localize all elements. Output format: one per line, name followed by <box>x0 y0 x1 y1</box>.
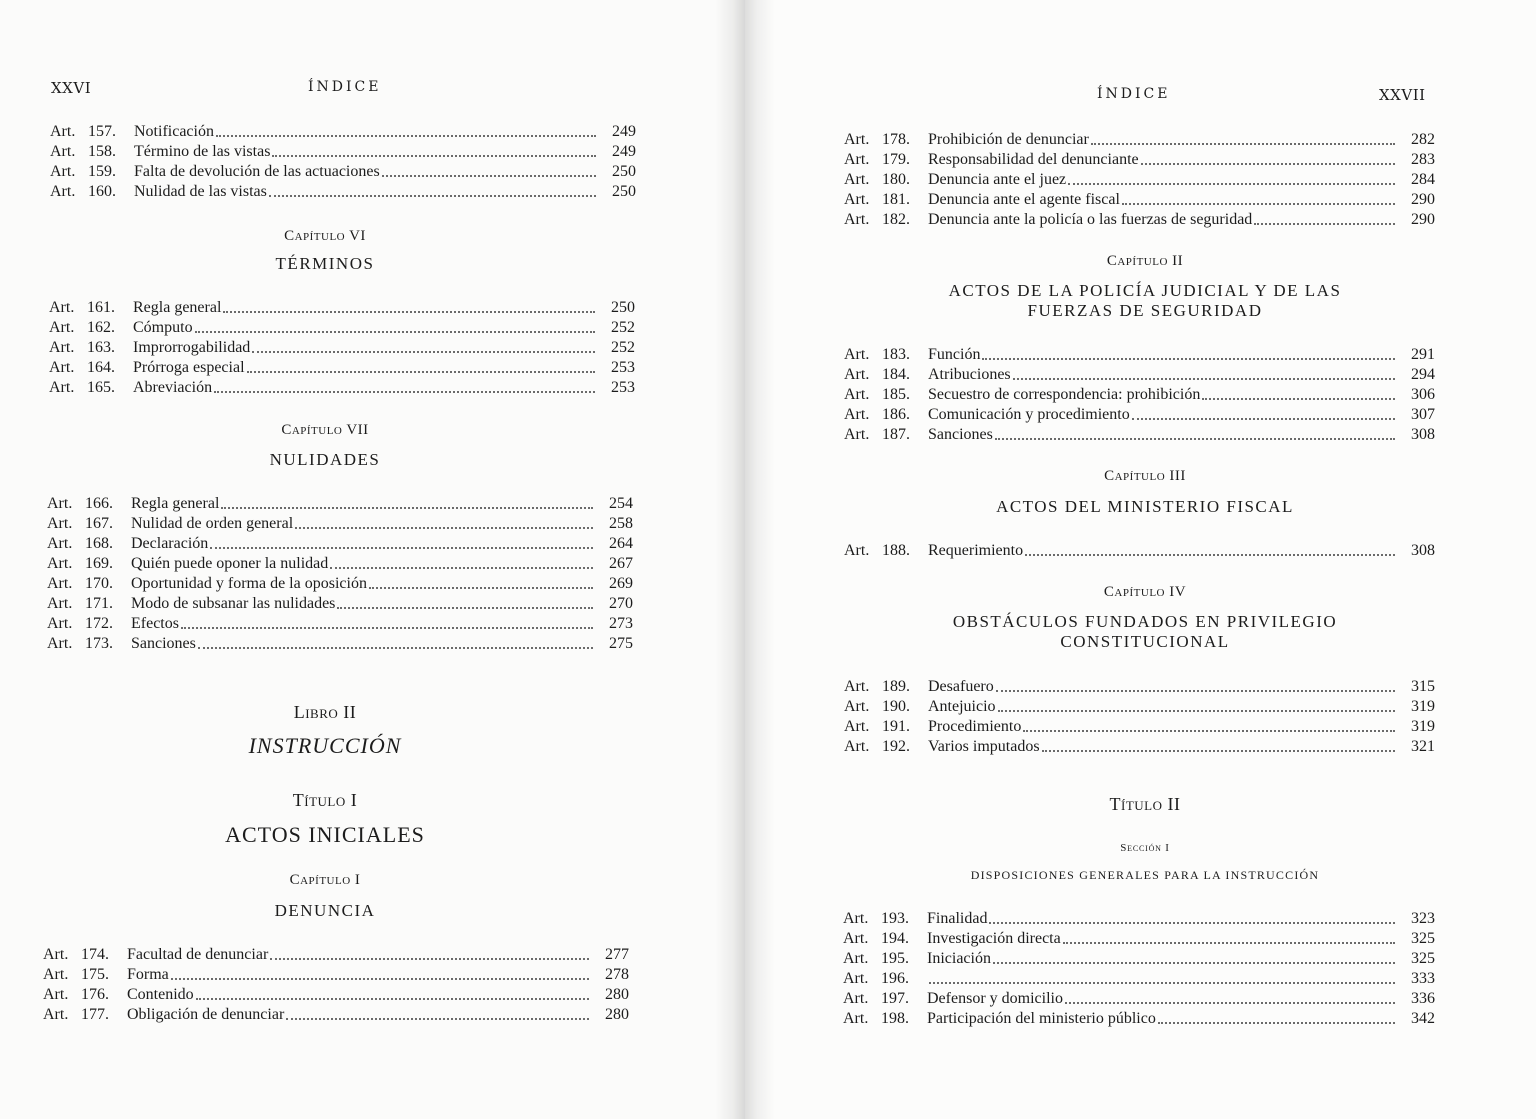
dot-leader <box>1202 394 1395 400</box>
entry-page-number: 282 <box>1411 131 1435 148</box>
toc-entry <box>844 425 1435 445</box>
dot-leader <box>1068 179 1395 185</box>
art-label: Art. <box>47 495 73 512</box>
entry-title: Falta de devolución de las actuaciones <box>134 163 380 180</box>
dot-leader <box>1065 998 1395 1004</box>
article-number: 172. <box>85 615 113 632</box>
chapter-label: Capítulo IV <box>1103 584 1187 600</box>
entry-page-number: 290 <box>1411 191 1435 208</box>
running-header: ÍNDICE <box>1097 86 1171 102</box>
article-number: 168. <box>85 535 113 552</box>
book-label: Libro II <box>293 702 357 722</box>
dot-leader <box>996 686 1395 692</box>
entry-page-number: 249 <box>612 143 636 160</box>
article-number: 186. <box>882 406 910 423</box>
entry-title: Nulidad de las vistas <box>134 183 267 200</box>
entry-title: Función <box>928 346 981 363</box>
dot-leader <box>214 387 595 393</box>
toc-entry <box>49 378 635 398</box>
entry-page-number: 283 <box>1411 151 1435 168</box>
dot-leader <box>247 367 595 373</box>
entry-page-number: 290 <box>1411 211 1435 228</box>
entry-page-number: 258 <box>609 515 633 532</box>
art-label: Art. <box>843 990 869 1007</box>
art-label: Art. <box>49 319 75 336</box>
entry-title: Sanciones <box>131 635 196 652</box>
entry-title: Declaración <box>131 535 209 552</box>
dot-leader <box>171 974 589 980</box>
article-number: 170. <box>85 575 113 592</box>
entry-title: Oportunidad y forma de la oposición <box>131 575 367 592</box>
entry-title: Denuncia ante el agente fiscal <box>928 191 1120 208</box>
toc-entry <box>47 514 633 534</box>
gutter-shadow <box>715 0 745 1119</box>
entry-title: Sanciones <box>928 426 993 443</box>
art-label: Art. <box>844 386 870 403</box>
toc-entry <box>43 1005 629 1025</box>
toc-entry <box>49 338 635 358</box>
art-label: Art. <box>47 535 73 552</box>
entry-page-number: 308 <box>1411 426 1435 443</box>
chapter-title: TÉRMINOS <box>275 254 375 273</box>
toc-entry <box>844 541 1435 561</box>
entry-page-number: 254 <box>609 495 633 512</box>
chapter-title-line: CONSTITUCIONAL <box>1060 632 1230 651</box>
toc-entry <box>49 358 635 378</box>
gutter-shadow <box>745 0 775 1119</box>
chapter-title: NULIDADES <box>269 450 381 469</box>
art-label: Art. <box>843 1010 869 1027</box>
toc-entry <box>843 969 1435 989</box>
entry-page-number: 275 <box>609 635 633 652</box>
art-label: Art. <box>844 718 870 735</box>
toc-entry <box>844 170 1435 190</box>
article-number: 180. <box>882 171 910 188</box>
entry-page-number: 252 <box>611 339 635 356</box>
dot-leader <box>196 994 589 1000</box>
dot-leader <box>286 1014 589 1020</box>
entry-group-2 <box>844 345 1435 445</box>
entry-group-2 <box>49 298 635 398</box>
entry-title: Regla general <box>133 299 222 316</box>
toc-entry <box>843 929 1435 949</box>
entry-title: Improrrogabilidad <box>133 339 251 356</box>
chapter-title <box>885 612 1405 652</box>
toc-entry <box>43 965 629 985</box>
entry-page-number: 277 <box>605 946 629 963</box>
dot-leader <box>998 706 1395 712</box>
dot-leader <box>1025 550 1395 556</box>
art-label: Art. <box>843 910 869 927</box>
entry-title: Notificación <box>134 123 214 140</box>
art-label: Art. <box>844 131 870 148</box>
dot-leader <box>982 354 1395 360</box>
entry-page-number: 250 <box>612 183 636 200</box>
article-number: 185. <box>882 386 910 403</box>
toc-entry <box>49 298 635 318</box>
entry-group-3 <box>844 541 1435 561</box>
entry-title: Comunicación y procedimiento <box>928 406 1130 423</box>
art-label: Art. <box>844 171 870 188</box>
article-number: 196. <box>881 970 909 987</box>
dot-leader <box>1023 726 1395 732</box>
article-number: 163. <box>87 339 115 356</box>
dot-leader <box>272 151 596 157</box>
dot-leader <box>198 643 593 649</box>
dot-leader <box>181 623 593 629</box>
entry-page-number: 273 <box>609 615 633 632</box>
entry-group-5 <box>843 909 1435 1029</box>
toc-entry <box>844 365 1435 385</box>
toc-entry <box>43 985 629 1005</box>
toc-entry <box>843 1009 1435 1029</box>
article-number: 169. <box>85 555 113 572</box>
entry-page-number: 319 <box>1411 698 1435 715</box>
toc-entry <box>844 345 1435 365</box>
art-label: Art. <box>49 299 75 316</box>
toc-entry <box>844 210 1435 230</box>
entry-page-number: 321 <box>1411 738 1435 755</box>
toc-entry <box>844 190 1435 210</box>
entry-title: Desafuero <box>928 678 994 695</box>
entry-page-number: 325 <box>1411 950 1435 967</box>
toc-entry <box>844 150 1435 170</box>
art-label: Art. <box>43 966 69 983</box>
entry-page-number: 325 <box>1411 930 1435 947</box>
entry-page-number: 291 <box>1411 346 1435 363</box>
entry-title: Prórroga especial <box>133 359 245 376</box>
chapter-title-line: FUERZAS DE SEGURIDAD <box>1027 301 1263 320</box>
title-label: Título I <box>292 790 358 810</box>
toc-entry <box>844 717 1435 737</box>
dot-leader <box>1013 374 1395 380</box>
entry-page-number: 280 <box>605 1006 629 1023</box>
entry-title: Investigación directa <box>927 930 1061 947</box>
toc-entry <box>47 554 633 574</box>
article-number: 178. <box>882 131 910 148</box>
article-number: 162. <box>87 319 115 336</box>
art-label: Art. <box>47 615 73 632</box>
toc-entry <box>844 737 1435 757</box>
article-number: 188. <box>882 542 910 559</box>
entry-title: Finalidad <box>927 910 988 927</box>
entry-page-number: 264 <box>609 535 633 552</box>
art-label: Art. <box>843 930 869 947</box>
art-label: Art. <box>844 191 870 208</box>
toc-entry <box>844 385 1435 405</box>
dot-leader <box>995 434 1395 440</box>
dot-leader <box>989 918 1395 924</box>
dot-leader <box>929 978 1395 984</box>
article-number: 183. <box>882 346 910 363</box>
article-number: 195. <box>881 950 909 967</box>
toc-entry <box>50 162 636 182</box>
art-label: Art. <box>844 346 870 363</box>
art-label: Art. <box>844 426 870 443</box>
chapter-title-line: ACTOS DE LA POLICÍA JUDICIAL Y DE LAS <box>948 281 1342 300</box>
article-number: 181. <box>882 191 910 208</box>
dot-leader <box>1063 938 1395 944</box>
entry-title: Obligación de denunciar <box>127 1006 285 1023</box>
art-label: Art. <box>844 698 870 715</box>
toc-entry <box>47 634 633 654</box>
entry-title: Iniciación <box>927 950 991 967</box>
entry-page-number: 342 <box>1411 1010 1435 1027</box>
entry-page-number: 336 <box>1411 990 1435 1007</box>
entry-page-number: 323 <box>1411 910 1435 927</box>
dot-leader <box>337 603 593 609</box>
entry-page-number: 294 <box>1411 366 1435 383</box>
art-label: Art. <box>843 970 869 987</box>
title-label: Título II <box>1109 794 1181 814</box>
article-number: 174. <box>81 946 109 963</box>
dot-leader <box>1042 746 1395 752</box>
entry-title: Nulidad de orden general <box>131 515 294 532</box>
entry-page-number: 284 <box>1411 171 1435 188</box>
art-label: Art. <box>844 211 870 228</box>
article-number: 164. <box>87 359 115 376</box>
art-label: Art. <box>43 1006 69 1023</box>
section-label: Sección I <box>1120 842 1170 854</box>
entry-page-number: 280 <box>605 986 629 1003</box>
art-label: Art. <box>49 359 75 376</box>
article-number: 193. <box>881 910 909 927</box>
chapter-label: Capítulo II <box>1106 253 1184 269</box>
entry-title: Denuncia ante la policía o las fuerzas de seguridad <box>928 211 1253 228</box>
entry-page-number: 249 <box>612 123 636 140</box>
dot-leader <box>993 958 1395 964</box>
entry-page-number: 315 <box>1411 678 1435 695</box>
toc-entry <box>843 909 1435 929</box>
article-number: 179. <box>882 151 910 168</box>
art-label: Art. <box>844 366 870 383</box>
art-label: Art. <box>47 575 73 592</box>
entry-page-number: 270 <box>609 595 633 612</box>
entry-title: Responsabilidad del denunciante <box>928 151 1139 168</box>
book-title: INSTRUCCIÓN <box>248 733 402 758</box>
article-number: 173. <box>85 635 113 652</box>
article-number: 184. <box>882 366 910 383</box>
entry-title: Modo de subsanar las nulidades <box>131 595 336 612</box>
dot-leader <box>382 171 596 177</box>
article-number: 160. <box>88 183 116 200</box>
chapter-label: Capítulo VI <box>284 228 366 244</box>
article-number: 175. <box>81 966 109 983</box>
title-heading: ACTOS INICIALES <box>225 822 425 847</box>
entry-title: Procedimiento <box>928 718 1022 735</box>
chapter-title: ACTOS DEL MINISTERIO FISCAL <box>996 497 1294 516</box>
entry-title: Denuncia ante el juez <box>928 171 1067 188</box>
art-label: Art. <box>43 946 69 963</box>
article-number: 159. <box>88 163 116 180</box>
art-label: Art. <box>843 950 869 967</box>
dot-leader <box>1132 414 1395 420</box>
entry-title: Efectos <box>131 615 179 632</box>
toc-entry <box>47 614 633 634</box>
article-number: 189. <box>882 678 910 695</box>
art-label: Art. <box>50 123 76 140</box>
toc-entry <box>49 318 635 338</box>
dot-leader <box>210 543 593 549</box>
article-number: 176. <box>81 986 109 1003</box>
entry-title: Atribuciones <box>928 366 1011 383</box>
art-label: Art. <box>50 143 76 160</box>
entry-title: Facultad de denunciar <box>127 946 269 963</box>
entry-title: Antejuicio <box>928 698 996 715</box>
entry-page-number: 278 <box>605 966 629 983</box>
entry-group-3 <box>47 494 633 654</box>
toc-entry <box>43 945 629 965</box>
dot-leader <box>1158 1018 1395 1024</box>
entry-page-number: 333 <box>1411 970 1435 987</box>
art-label: Art. <box>47 515 73 532</box>
entry-page-number: 269 <box>609 575 633 592</box>
entry-title: Término de las vistas <box>134 143 271 160</box>
dot-leader <box>270 954 589 960</box>
art-label: Art. <box>49 379 75 396</box>
toc-entry <box>50 182 636 202</box>
running-header: ÍNDICE <box>308 79 382 95</box>
dot-leader <box>269 191 596 197</box>
article-number: 182. <box>882 211 910 228</box>
dot-leader <box>216 131 596 137</box>
entry-group-1 <box>844 130 1435 230</box>
toc-entry <box>47 594 633 614</box>
entry-page-number: 253 <box>611 379 635 396</box>
entry-title: Forma <box>127 966 169 983</box>
entry-title: Prohibición de denunciar <box>928 131 1089 148</box>
art-label: Art. <box>47 555 73 572</box>
article-number: 161. <box>87 299 115 316</box>
entry-page-number: 307 <box>1411 406 1435 423</box>
dot-leader <box>1141 159 1395 165</box>
chapter-label: Capítulo III <box>1104 468 1186 484</box>
toc-entry <box>47 574 633 594</box>
entry-page-number: 308 <box>1411 542 1435 559</box>
chapter-title: DENUNCIA <box>274 901 376 920</box>
article-number: 191. <box>882 718 910 735</box>
entry-page-number: 306 <box>1411 386 1435 403</box>
dot-leader <box>223 307 595 313</box>
article-number: 190. <box>882 698 910 715</box>
toc-entry <box>844 677 1435 697</box>
toc-entry <box>47 494 633 514</box>
entry-page-number: 319 <box>1411 718 1435 735</box>
entry-page-number: 250 <box>611 299 635 316</box>
chapter-title <box>885 281 1405 321</box>
dot-leader <box>330 563 593 569</box>
art-label: Art. <box>43 986 69 1003</box>
entry-group-4 <box>43 945 629 1025</box>
art-label: Art. <box>47 635 73 652</box>
dot-leader <box>195 327 595 333</box>
entry-page-number: 250 <box>612 163 636 180</box>
art-label: Art. <box>50 183 76 200</box>
entry-page-number: 252 <box>611 319 635 336</box>
article-number: 197. <box>881 990 909 1007</box>
chapter-label: Capítulo I <box>289 872 361 888</box>
article-number: 165. <box>87 379 115 396</box>
toc-entry <box>50 122 636 142</box>
art-label: Art. <box>844 678 870 695</box>
toc-entry <box>844 405 1435 425</box>
article-number: 166. <box>85 495 113 512</box>
entry-title: Quién puede oponer la nulidad <box>131 555 329 572</box>
dot-leader <box>369 583 593 589</box>
entry-group-1 <box>50 122 636 202</box>
art-label: Art. <box>844 406 870 423</box>
entry-title: Abreviación <box>133 379 213 396</box>
section-title: DISPOSICIONES GENERALES PARA LA INSTRUCCIÓN <box>970 868 1320 882</box>
entry-page-number: 267 <box>609 555 633 572</box>
dot-leader <box>295 523 593 529</box>
dot-leader <box>1254 219 1395 225</box>
toc-entry <box>843 989 1435 1009</box>
entry-page-number: 253 <box>611 359 635 376</box>
article-number: 167. <box>85 515 113 532</box>
art-label: Art. <box>47 595 73 612</box>
toc-entry <box>47 534 633 554</box>
art-label: Art. <box>49 339 75 356</box>
article-number: 198. <box>881 1010 909 1027</box>
toc-entry <box>50 142 636 162</box>
entry-title: Requerimiento <box>928 542 1024 559</box>
left-page <box>0 0 745 1119</box>
entry-title: Regla general <box>131 495 220 512</box>
entry-title: Cómputo <box>133 319 193 336</box>
article-number: 192. <box>882 738 910 755</box>
entry-group-4 <box>844 677 1435 757</box>
article-number: 187. <box>882 426 910 443</box>
art-label: Art. <box>844 151 870 168</box>
art-label: Art. <box>844 738 870 755</box>
entry-title: Defensor y domicilio <box>927 990 1063 1007</box>
article-number: 158. <box>88 143 116 160</box>
entry-title: Varios imputados <box>928 738 1040 755</box>
dot-leader <box>252 347 595 353</box>
article-number: 157. <box>88 123 116 140</box>
toc-entry <box>844 130 1435 150</box>
article-number: 194. <box>881 930 909 947</box>
page-number: XXVI <box>51 79 92 97</box>
chapter-title-line: OBSTÁCULOS FUNDADOS EN PRIVILEGIO <box>952 612 1338 631</box>
entry-title: Participación del ministerio público <box>927 1010 1156 1027</box>
entry-title: Secuestro de correspondencia: prohibición <box>928 386 1201 403</box>
dot-leader <box>221 503 593 509</box>
toc-entry <box>844 697 1435 717</box>
dot-leader <box>1091 139 1395 145</box>
toc-entry <box>843 949 1435 969</box>
page-number: XXVII <box>1379 86 1426 104</box>
art-label: Art. <box>844 542 870 559</box>
entry-title: Contenido <box>127 986 194 1003</box>
dot-leader <box>1122 199 1395 205</box>
right-page <box>745 0 1536 1119</box>
article-number: 171. <box>85 595 113 612</box>
chapter-label: Capítulo VII <box>281 422 369 438</box>
art-label: Art. <box>50 163 76 180</box>
article-number: 177. <box>81 1006 109 1023</box>
